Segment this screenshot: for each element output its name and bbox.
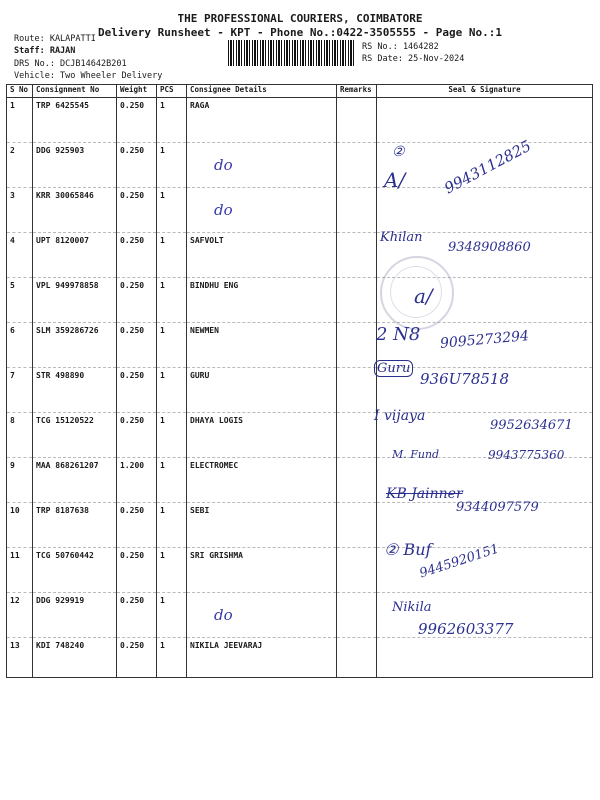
- row-remarks: [337, 413, 377, 458]
- signature-row5: a/: [414, 284, 433, 308]
- phone-row6: 9095273294: [439, 328, 530, 352]
- row-weight: 1.200: [117, 458, 157, 503]
- ditto-mark: do: [214, 606, 233, 624]
- row-consignee: SRI GRISHMA: [187, 548, 337, 593]
- row-consignment: TRP 8187638: [33, 503, 117, 548]
- row-consignment: DDG 929919: [33, 593, 117, 638]
- signature-row7: Guru: [374, 360, 413, 377]
- row-consignment: UPT 8120007: [33, 233, 117, 278]
- col-weight: Weight: [117, 85, 157, 98]
- rs-date: RS Date: 25-Nov-2024: [362, 54, 465, 64]
- phone-row13: 9962603377: [418, 620, 514, 638]
- row-pcs: 1: [157, 188, 187, 233]
- row-sno: 9: [7, 458, 33, 503]
- row-pcs: 1: [157, 503, 187, 548]
- ditto-mark: do: [214, 156, 233, 174]
- row-weight: 0.250: [117, 323, 157, 368]
- row-consignee: NIKILA JEEVARAJ: [187, 638, 337, 678]
- signature-row11: KB Jainner: [386, 486, 463, 502]
- table-header-row: [7, 85, 593, 98]
- row-sno: 13: [7, 638, 33, 678]
- row-pcs: 1: [157, 278, 187, 323]
- signature-row9: I vijaya: [374, 408, 426, 424]
- row-remarks: [337, 188, 377, 233]
- vehicle-label: Vehicle: Two Wheeler Delivery: [14, 71, 163, 81]
- phone-row12: 9445920151: [417, 541, 502, 582]
- row-remarks: [337, 98, 377, 143]
- row-consignment: SLM 359286726: [33, 323, 117, 368]
- row-seal-signature: [377, 188, 593, 233]
- table-row: [7, 638, 593, 678]
- row-pcs: 1: [157, 233, 187, 278]
- row-pcs: 1: [157, 368, 187, 413]
- signature-row6: 2 N8: [376, 324, 421, 345]
- table-row: [7, 278, 593, 323]
- row-consignee: RAGA: [187, 98, 337, 143]
- row-weight: 0.250: [117, 593, 157, 638]
- row-consignment: KDI 748240: [33, 638, 117, 678]
- row-weight: 0.250: [117, 233, 157, 278]
- row-sno: 12: [7, 593, 33, 638]
- row-consignment: VPL 949978858: [33, 278, 117, 323]
- row-pcs: 1: [157, 458, 187, 503]
- company-title: THE PROFESSIONAL COURIERS, COIMBATORE: [177, 12, 423, 25]
- row-consignee: BINDHU ENG: [187, 278, 337, 323]
- row-consignment: TCG 50760442: [33, 548, 117, 593]
- row-sno: 8: [7, 413, 33, 458]
- row-pcs: 1: [157, 593, 187, 638]
- row-pcs: 1: [157, 548, 187, 593]
- row-consignee: SEBI: [187, 503, 337, 548]
- signature-row2: A/: [384, 168, 406, 192]
- row-sno: 3: [7, 188, 33, 233]
- row-seal-signature: [377, 638, 593, 678]
- col-consignment: Consignment No: [33, 85, 117, 98]
- staff-label: Staff: RAJAN: [14, 46, 76, 56]
- signature-row13: Nikila: [392, 600, 432, 615]
- row-consignment: TRP 6425545: [33, 98, 117, 143]
- row-weight: 0.250: [117, 368, 157, 413]
- row-consignment: KRR 30065846: [33, 188, 117, 233]
- row-sno: 11: [7, 548, 33, 593]
- row-weight: 0.250: [117, 188, 157, 233]
- signature-row12: ② Buf: [384, 540, 432, 559]
- signature-row4: Khilan: [380, 230, 423, 245]
- table-row: [7, 188, 593, 233]
- row-remarks: [337, 233, 377, 278]
- row-consignment: DDG 925903: [33, 143, 117, 188]
- ditto-mark: do: [214, 201, 233, 219]
- phone-row10: 9943775360: [488, 448, 565, 462]
- runsheet-subtitle: Delivery Runsheet - KPT - Phone No.:0422-3505555 - Page No.:1: [98, 26, 502, 39]
- signature-row2-mark: ②: [392, 144, 405, 160]
- row-pcs: 1: [157, 413, 187, 458]
- row-consignee: [187, 593, 337, 638]
- row-consignee: [187, 143, 337, 188]
- rs-number: RS No.: 1464282: [362, 42, 439, 52]
- row-pcs: 1: [157, 638, 187, 678]
- row-remarks: [337, 503, 377, 548]
- phone-row7: 936U78518: [420, 370, 509, 388]
- table-row: [7, 548, 593, 593]
- col-pcs: PCS: [157, 85, 187, 98]
- col-consignee: Consignee Details: [187, 85, 337, 98]
- row-remarks: [337, 458, 377, 503]
- row-consignment: MAA 868261207: [33, 458, 117, 503]
- col-seal-signature: Seal & Signature: [377, 85, 593, 98]
- row-consignment: TCG 15120522: [33, 413, 117, 458]
- row-weight: 0.250: [117, 278, 157, 323]
- row-pcs: 1: [157, 323, 187, 368]
- row-remarks: [337, 593, 377, 638]
- drs-label: DRS No.: DCJB14642B201: [14, 59, 127, 69]
- table-row: [7, 98, 593, 143]
- phone-row2: 9943112825: [441, 136, 535, 198]
- row-weight: 0.250: [117, 143, 157, 188]
- row-consignment: STR 498890: [33, 368, 117, 413]
- signature-row10: M. Fund: [392, 448, 440, 461]
- row-consignee: ELECTROMEC: [187, 458, 337, 503]
- row-consignee: DHAYA LOGIS: [187, 413, 337, 458]
- row-weight: 0.250: [117, 413, 157, 458]
- row-sno: 7: [7, 368, 33, 413]
- row-weight: 0.250: [117, 638, 157, 678]
- row-sno: 2: [7, 143, 33, 188]
- row-weight: 0.250: [117, 503, 157, 548]
- row-remarks: [337, 143, 377, 188]
- row-consignee: NEWMEN: [187, 323, 337, 368]
- phone-row9: 9952634671: [490, 418, 573, 433]
- row-sno: 10: [7, 503, 33, 548]
- phone-row11: 9344097579: [456, 500, 539, 515]
- table-row: [7, 458, 593, 503]
- phone-row4: 9348908860: [448, 240, 531, 255]
- row-consignee: [187, 188, 337, 233]
- row-consignee: GURU: [187, 368, 337, 413]
- row-remarks: [337, 368, 377, 413]
- row-sno: 1: [7, 98, 33, 143]
- row-weight: 0.250: [117, 98, 157, 143]
- row-remarks: [337, 278, 377, 323]
- row-pcs: 1: [157, 98, 187, 143]
- row-weight: 0.250: [117, 548, 157, 593]
- col-sno: S No: [7, 85, 33, 98]
- row-remarks: [337, 638, 377, 678]
- row-pcs: 1: [157, 143, 187, 188]
- row-remarks: [337, 323, 377, 368]
- route-label: Route: KALAPATTI: [14, 34, 96, 44]
- row-sno: 4: [7, 233, 33, 278]
- row-remarks: [337, 548, 377, 593]
- row-sno: 6: [7, 323, 33, 368]
- col-remarks: Remarks: [337, 85, 377, 98]
- row-sno: 5: [7, 278, 33, 323]
- row-consignee: SAFVOLT: [187, 233, 337, 278]
- barcode: [228, 40, 356, 66]
- row-seal-signature: [377, 98, 593, 143]
